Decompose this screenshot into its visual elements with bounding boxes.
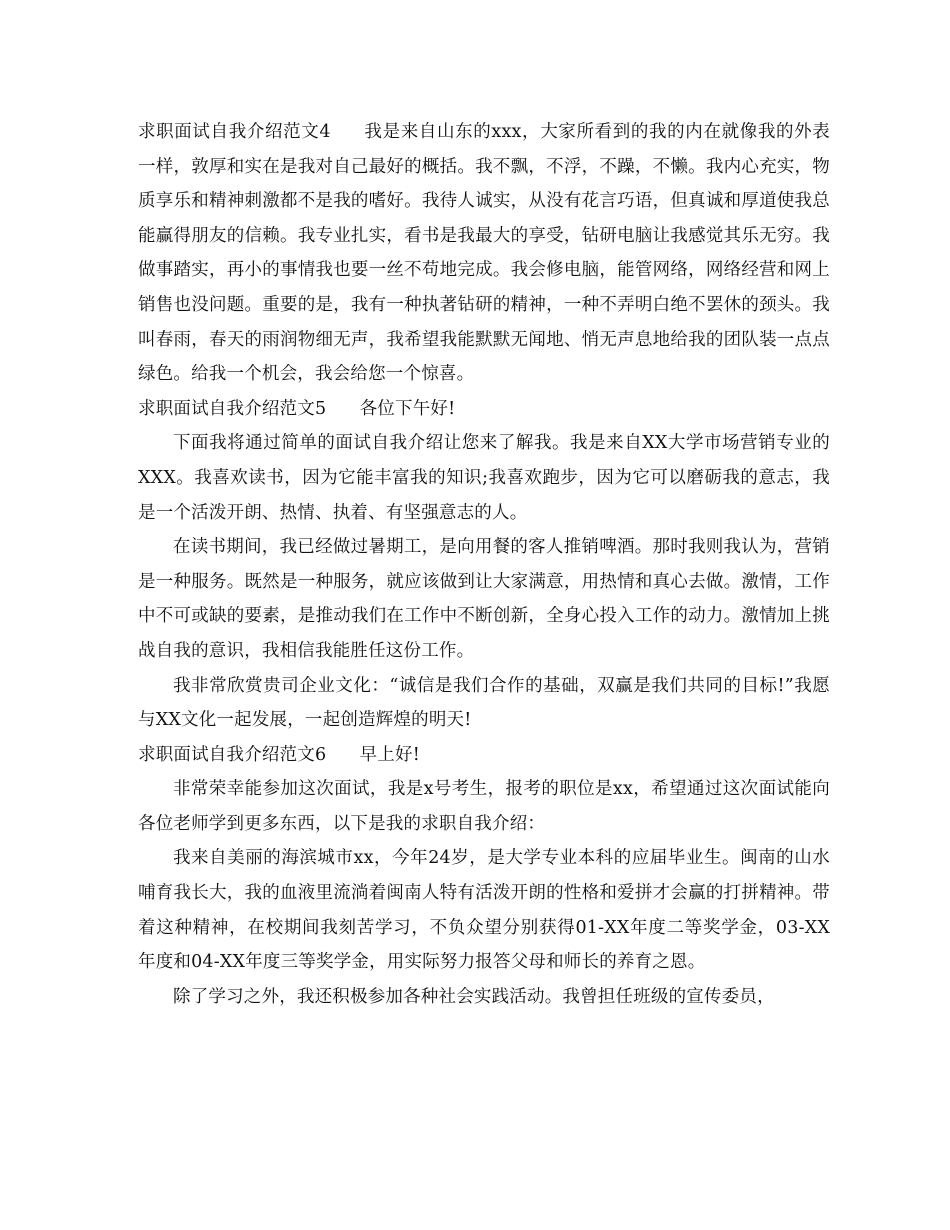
section-5-heading-line	[138, 392, 830, 427]
section-5-paragraph-2: 在读书期间，我已经做过暑期工，是向用餐的客人推销啤酒。那时我则我认为，营销是一种服务。既然是一种服务，就应该做到让大家满意，用热情和真心去做。激情，工作中不可或缺的要素，是推动我们在工作中不断创新，全身心投入工作的动力。激情加上挑战自我的意识，我相信我能胜任这份工作。	[138, 537, 830, 661]
section-6-lead: 早上好!	[359, 744, 420, 765]
section-6-heading-line	[138, 738, 830, 773]
section-6-paragraph-2: 我来自美丽的海滨城市xx，今年24岁，是大学专业本科的应届毕业生。闽南的山水哺育我长大，我的血液里流淌着闽南人特有活泼开朗的性格和爱拼才会赢的打拼精神。带着这种精神，在校期间我刻苦学习，不负众望分别获得01-XX年度二等奖学金，03-XX年度和04-XX年度三等奖学金，用实际努力报答父母和师长的养育之恩。	[138, 848, 830, 973]
section-5-paragraph-3: 我非常欣赏贵司企业文化：“诚信是我们合作的基础，双赢是我们共同的目标!”我愿与XX文化一起发展，一起创造辉煌的明天!	[138, 675, 830, 731]
section-6-paragraph-3: 除了学习之外，我还积极参加各种社会实践活动。我曾担任班级的宣传委员，	[173, 986, 775, 1007]
section-5-lead: 各位下午好!	[359, 398, 456, 419]
section-4-title: 求职面试自我介绍范文4	[138, 122, 331, 142]
section-6-paragraph-1: 非常荣幸能参加这次面试，我是x号考生，报考的职位是xx，希望通过这次面试能向各位老师学到更多东西，以下是我的求职自我介绍：	[138, 779, 830, 834]
section-6-title: 求职面试自我介绍范文6	[138, 744, 327, 765]
section-4-lead: 我是来自山东的xxx，大家所看到的我的内在就像我的外表一样，敦厚和实在是我对自己最好的概括。我不飘，不浮，不躁，不懒。我内心充实，物质享乐和精神刺激都不是我的嗜好。我待人诚实，从没有花言巧语，但真诚和厚道使我总能赢得朋友的信赖。我专业扎实，看书是我最大的享受，钻研电脑让我感觉其乐无穷。我做事踏实，再小的事情我也要一丝不苟地完成。我会修电脑，能管网络，网络经营和网上销售也没问题。重要的是，我有一种执著钻研的精神，一种不弄明白绝不罢休的颈头。我叫春雨，春天的雨润物细无声，我希望我能默默无闻地、悄无声息地给我的团队装一点点绿色。给我一个机会，我会给您一个惊喜。	[138, 122, 830, 385]
section-5-paragraph-1: 下面我将通过简单的面试自我介绍让您来了解我。我是来自XX大学市场营销专业的XXX。我喜欢读书，因为它能丰富我的知识;我喜欢跑步，因为它可以磨砺我的意志，我是一个活泼开朗、热情、执着、有坚强意志的人。	[138, 433, 830, 523]
section-4-paragraph	[138, 115, 830, 392]
section-5-title: 求职面试自我介绍范文5	[138, 398, 327, 419]
